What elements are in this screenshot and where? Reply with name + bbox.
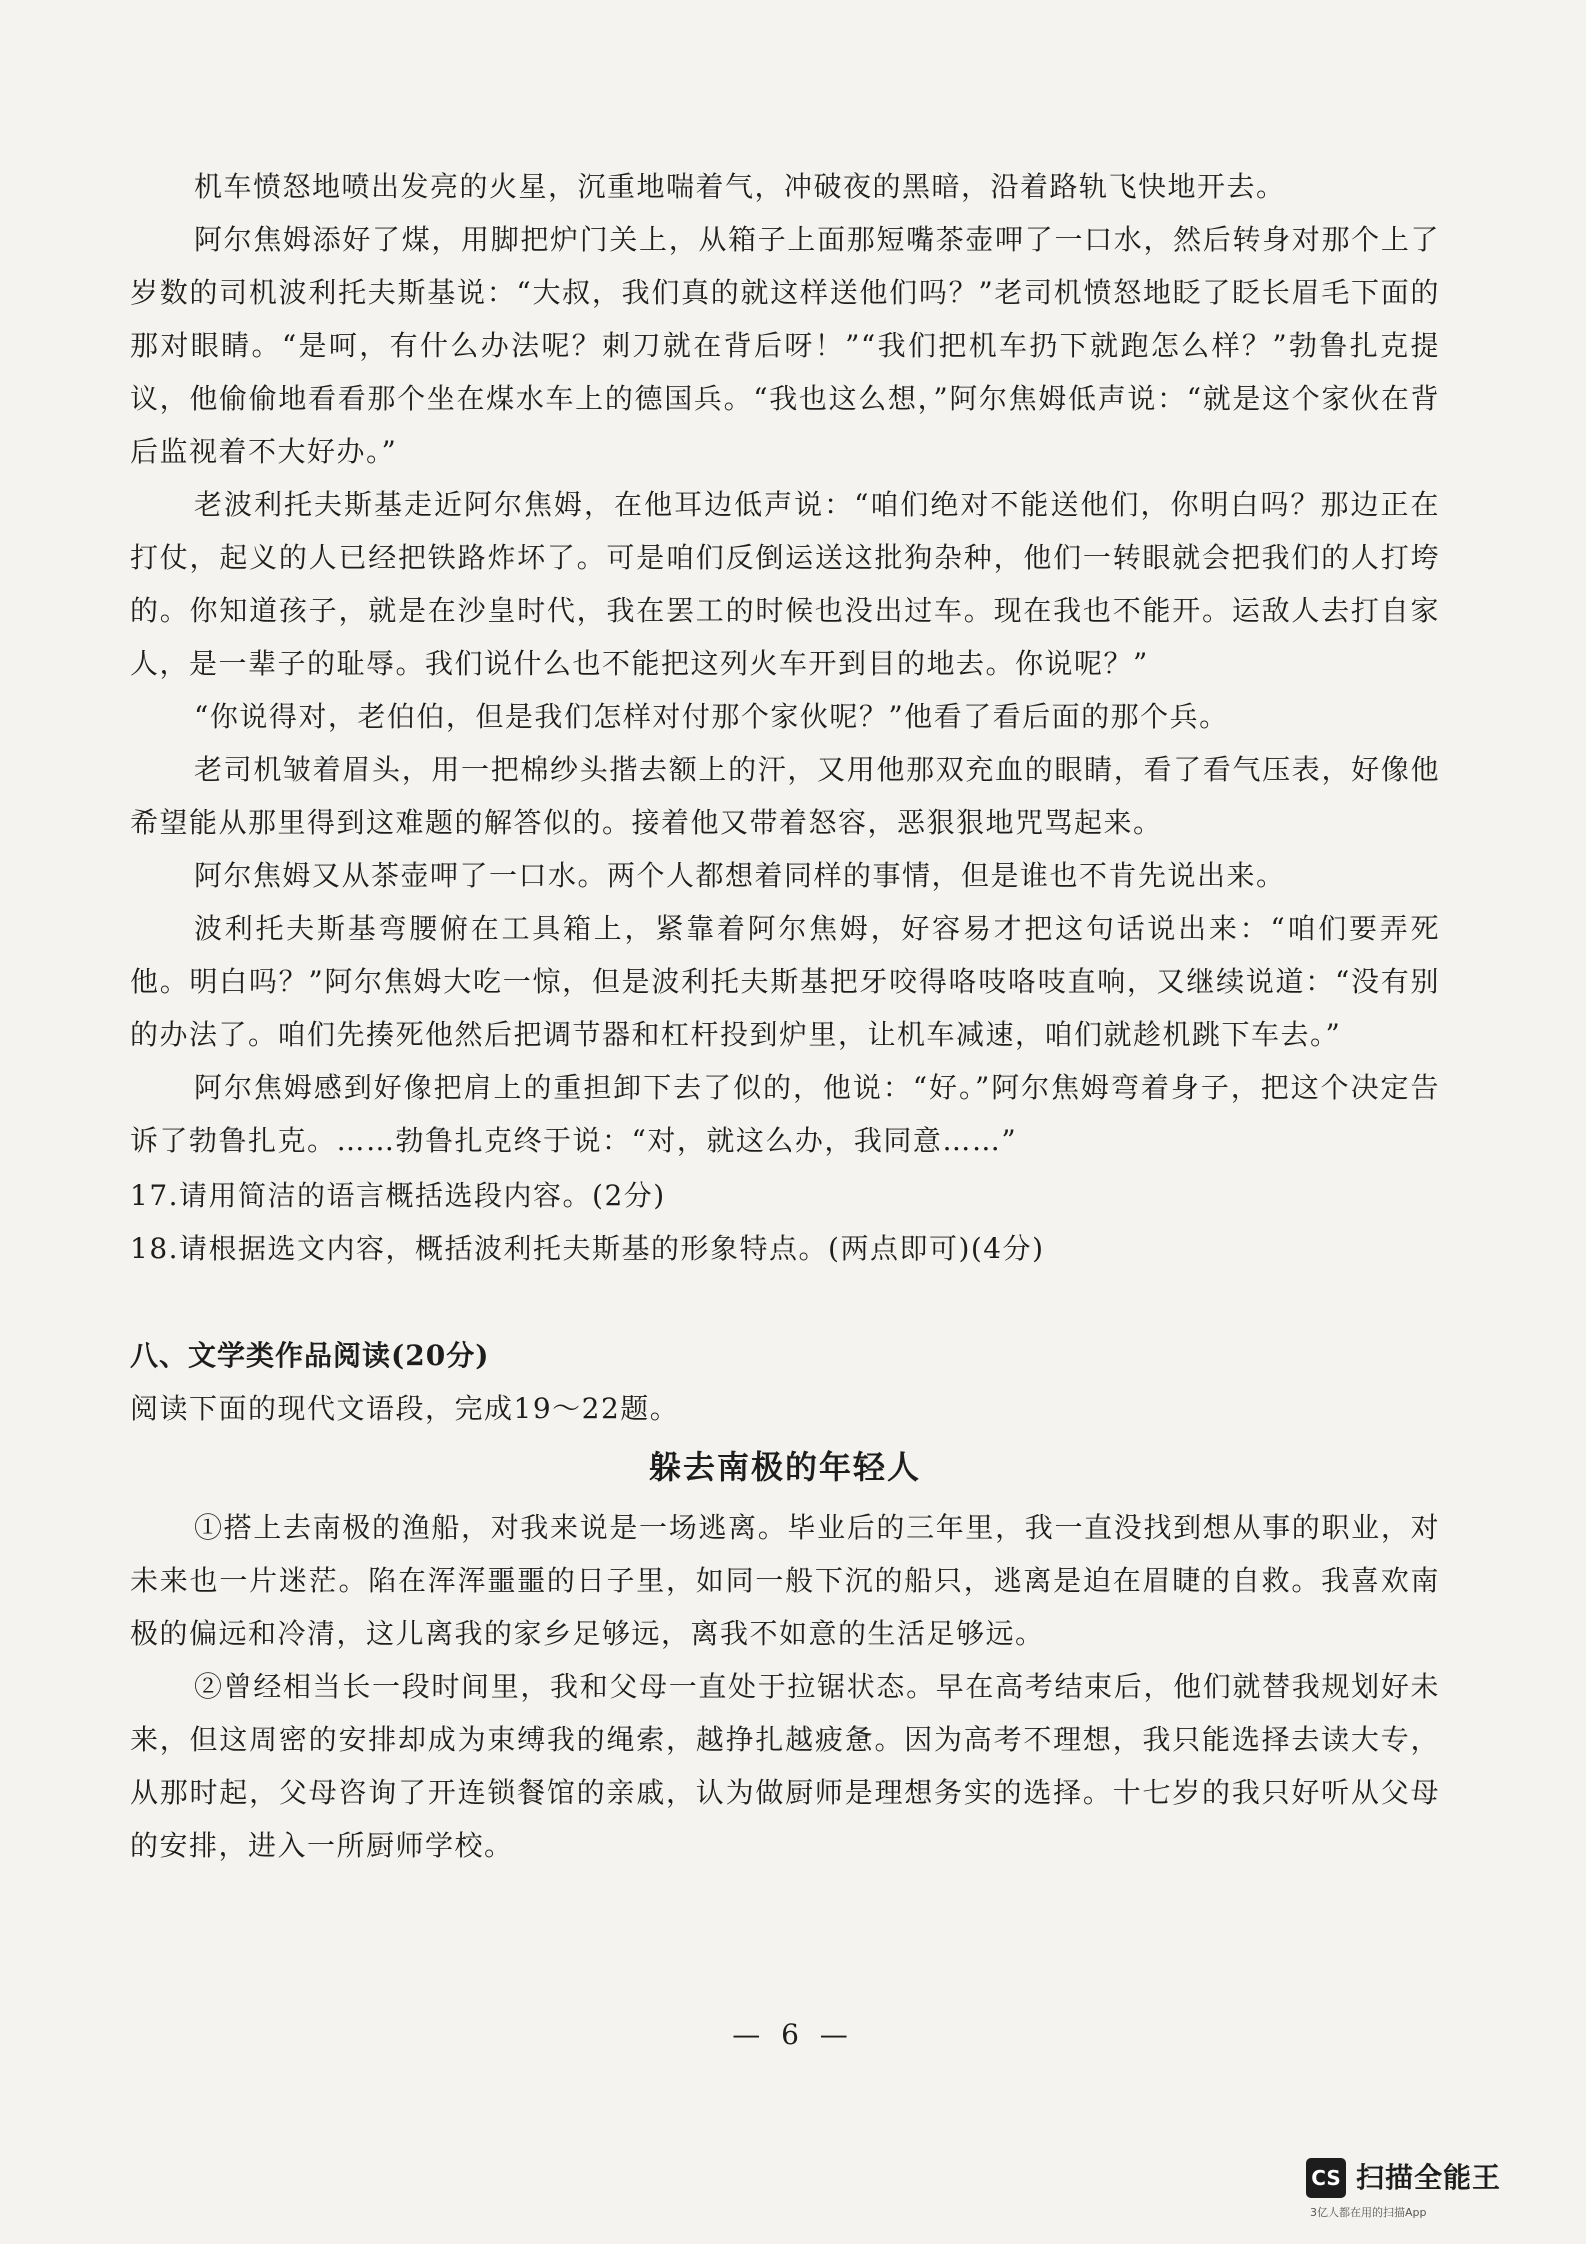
question-18: 18.请根据选文内容，概括波利托夫斯基的形象特点。(两点即可)(4分) (130, 1232, 1045, 1265)
excerpt-paragraph-3: 老波利托夫斯基走近阿尔焦姆，在他耳边低声说：“咱们绝对不能送他们，你明白吗？那边正在打仗，起义的人已经把铁路炸坏了。可是咱们反倒运送这批狗杂种，他们一转眼就会把我们的人打垮的。你知道孩子，就是在沙皇时代，我在罢工的时候也没出过车。现在我也不能开。运敌人去打自家人，是一辈子的耻辱。我们说什么也不能把这列火车开到目的地去。你说呢？” (130, 488, 1440, 680)
excerpt-paragraph-7: 波利托夫斯基弯腰俯在工具箱上，紧靠着阿尔焦姆，好容易才把这句话说出来：“咱们要弄死他。明白吗？”阿尔焦姆大吃一惊，但是波利托夫斯基把牙咬得咯吱咯吱直响，又继续说道：“没有别的办法了。咱们先揍死他然后把调节器和杠杆投到炉里，让机车减速，咱们就趁机跳下车去。” (130, 912, 1440, 1051)
article-title: 躲去南极的年轻人 (648, 1448, 921, 1486)
excerpt-paragraph-5: 老司机皱着眉头，用一把棉纱头揩去额上的汗，又用他那双充血的眼睛，看了看气压表，好像他希望能从那里得到这难题的解答似的。接着他又带着怒容，恶狠狠地咒骂起来。 (130, 753, 1440, 839)
section-heading: 八、文学类作品阅读(20分) (130, 1339, 490, 1372)
article-paragraph-1: ①搭上去南极的渔船，对我来说是一场逃离。毕业后的三年里，我一直没找到想从事的职业，对未来也一片迷茫。陷在浑浑噩噩的日子里，如同一般下沉的船只，逃离是迫在眉睫的自救。我喜欢南极的偏远和冷清，这儿离我的家乡足够远，离我不如意的生活足够远。 (130, 1511, 1440, 1650)
excerpt-paragraph-1: 机车愤怒地喷出发亮的火星，沉重地喘着气，冲破夜的黑暗，沿着路轨飞快地开去。 (194, 170, 1286, 203)
page-number: — 6 — (732, 2018, 854, 2051)
scanner-app-name: 扫描全能王 (1356, 2161, 1502, 2194)
camscanner-logo-icon: CS (1306, 2158, 1346, 2198)
page-content (130, 160, 1440, 1872)
excerpt-paragraph-4: “你说得对，老伯伯，但是我们怎样对付那个家伙呢？”他看了看后面的那个兵。 (194, 700, 1229, 733)
article-paragraph-2: ②曾经相当长一段时间里，我和父母一直处于拉锯状态。早在高考结束后，他们就替我规划好未来，但这周密的安排却成为束缚我的绳索，越挣扎越疲惫。因为高考不理想，我只能选择去读大专，从那时起，父母咨询了开连锁餐馆的亲戚，认为做厨师是理想务实的选择。十七岁的我只好听从父母的安排，进入一所厨师学校。 (130, 1670, 1440, 1862)
excerpt-paragraph-2: 阿尔焦姆添好了煤，用脚把炉门关上，从箱子上面那短嘴茶壶呷了一口水，然后转身对那个上了岁数的司机波利托夫斯基说：“大叔，我们真的就这样送他们吗？”老司机愤怒地眨了眨长眉毛下面的那对眼睛。“是呵，有什么办法呢？刺刀就在背后呀！”“我们把机车扔下就跑怎么样？”勃鲁扎克提议，他偷偷地看看那个坐在煤水车上的德国兵。“我也这么想，”阿尔焦姆低声说：“就是这个家伙在背后监视着不大好办。” (130, 223, 1440, 468)
scanner-watermark (1306, 2158, 1516, 2228)
section-instruction: 阅读下面的现代文语段，完成19～22题。 (130, 1392, 680, 1425)
excerpt-paragraph-6: 阿尔焦姆又从茶壶呷了一口水。两个人都想着同样的事情，但是谁也不肯先说出来。 (194, 859, 1286, 892)
scanner-app-subtitle: 3亿人都在用的扫描App (1310, 2206, 1427, 2219)
question-17: 17.请用简洁的语言概括选段内容。(2分) (130, 1179, 666, 1212)
excerpt-paragraph-8: 阿尔焦姆感到好像把肩上的重担卸下去了似的，他说：“好。”阿尔焦姆弯着身子，把这个决定告诉了勃鲁扎克。……勃鲁扎克终于说：“对，就这么办，我同意……” (130, 1071, 1440, 1157)
